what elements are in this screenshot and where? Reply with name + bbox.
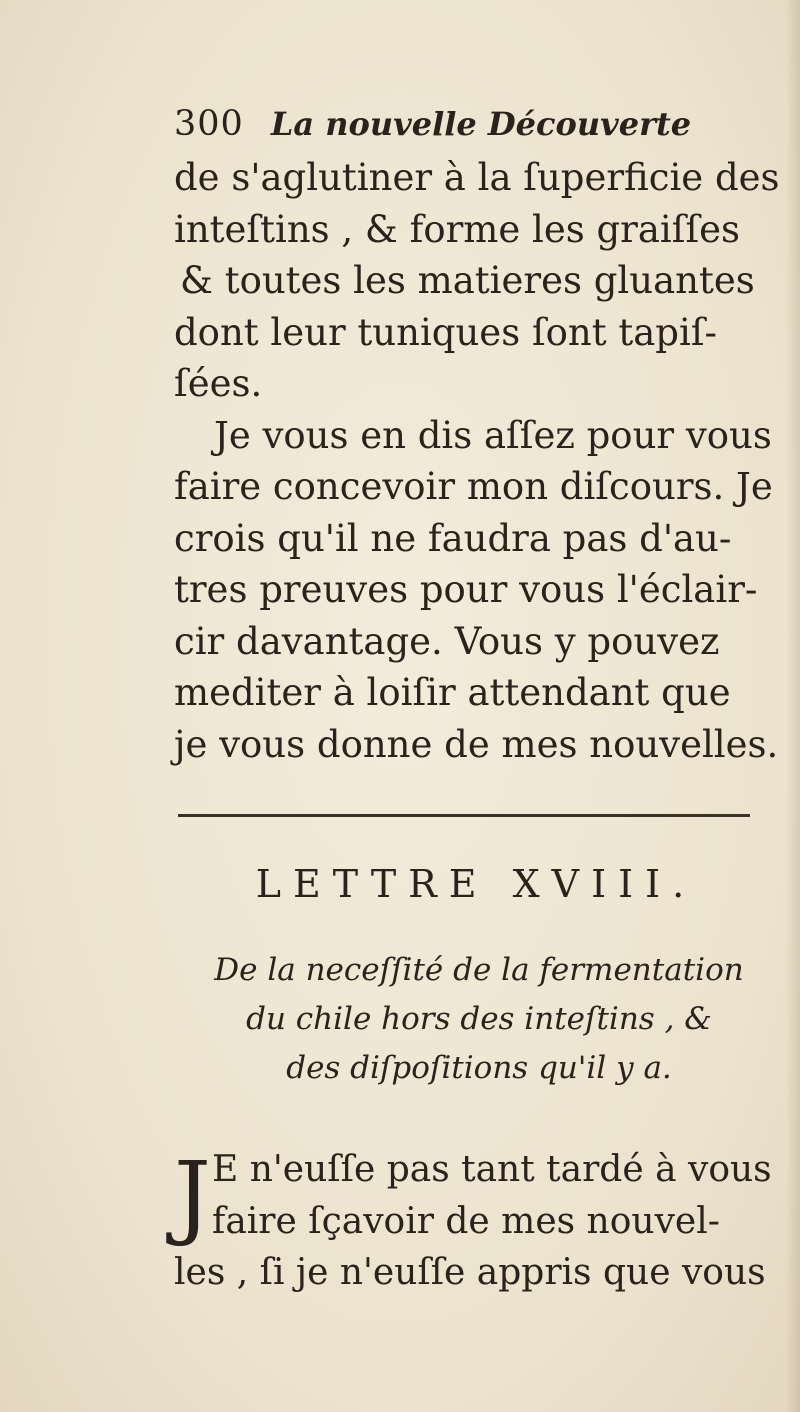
text-line: inteſtins , & forme les graiſſes [174,207,741,251]
text-line: mediter à loiſir attendant que [174,671,731,714]
letter-body [174,1144,796,1299]
text-line: les , ſi je n'euſſe appris que vous [174,1252,766,1293]
body-text [174,152,796,770]
text-line: tres preuves pour vous l'éclair- [174,568,758,611]
text-line: E n'euſſe pas tant tardé à vous [212,1149,772,1190]
running-title: La nouvelle Découverte [270,105,692,143]
letter-heading: LETTRE XVIII. [255,862,697,906]
text-line: dont leur tuniques ſont tapiſ- [174,310,718,354]
summary-line: De la neceſſité de la fermentation [214,952,744,988]
text-line: faire concevoir mon diſcours. Je [174,465,773,508]
text-line: ſées. [174,362,263,405]
letter-summary [174,946,784,1093]
drop-cap: J [174,1142,211,1249]
text-line: de s'aglutiner à la ſuperficie des [174,156,780,199]
running-header [174,104,774,156]
text-line: Je vous en dis aſſez pour vous [214,413,772,457]
summary-line: des diſpoſitions qu'il y a. [286,1050,672,1086]
section-rule [178,814,750,817]
page-number: 300 [174,104,244,144]
summary-line: du chile hors des inteſtins , & [246,1001,712,1037]
text-line: cir davantage. Vous y pouvez [174,619,720,663]
text-line: crois qu'il ne faudra pas d'au- [174,516,732,560]
text-line: faire ſçavoir de mes nouvel- [212,1200,720,1242]
text-line: & toutes les matieres gluantes [180,259,755,302]
text-line: je vous donne de mes nouvelles. [174,722,779,766]
